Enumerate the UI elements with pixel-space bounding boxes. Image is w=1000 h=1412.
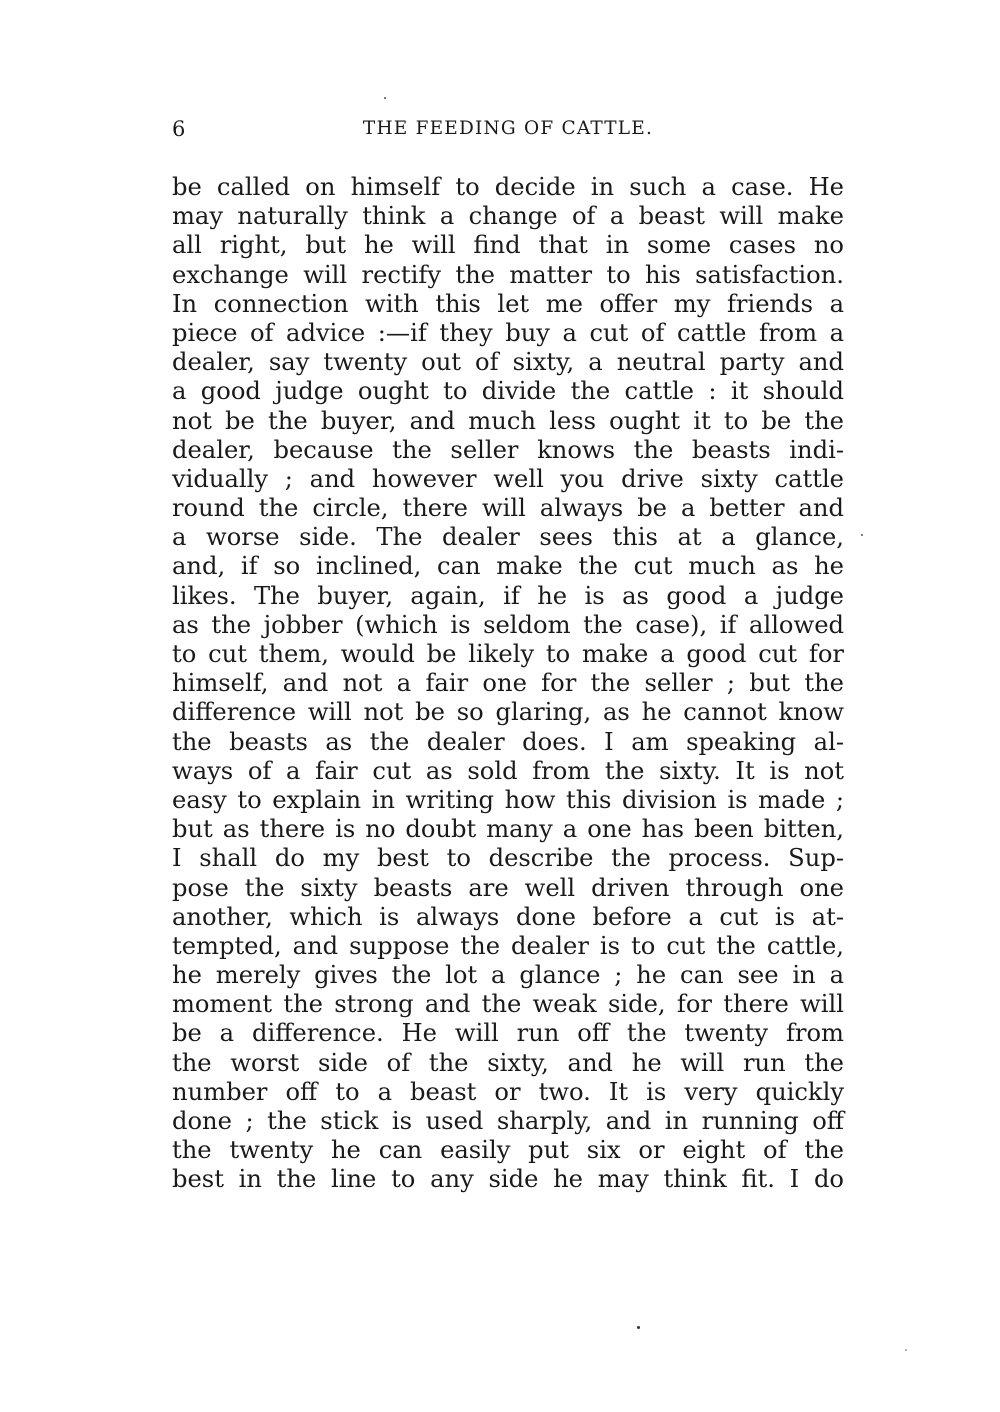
text-line: round the circle, there will always be a better and (172, 494, 844, 523)
scan-speck (905, 1349, 907, 1351)
text-line: be called on himself to decide in such a case. He (172, 173, 844, 201)
text-line: ways of a fair cut as sold from the sixty. It is not (172, 756, 844, 785)
text-line: difference will not be so glaring, as he cannot know (172, 698, 844, 727)
text-line: best in the line to any side he may think fit. I do (172, 1165, 844, 1194)
text-line: and, if so inclined, can make the cut much as he (172, 552, 844, 581)
text-line: to cut them, would be likely to make a good cut for (172, 640, 844, 668)
text-line: he merely gives the lot a glance ; he can see in a (172, 961, 844, 990)
text-line: but as there is no doubt many a one has been bitten, (172, 815, 844, 844)
text-line: moment the strong and the weak side, for there will (172, 990, 844, 1019)
text-line: pose the sixty beasts are well driven through one (172, 873, 844, 902)
text-line: another, which is always done before a cut is at- (172, 902, 844, 931)
text-line: vidually ; and however well you drive sixty cattle (172, 464, 844, 493)
text-line: dealer, because the seller knows the beasts indi- (172, 435, 844, 464)
page-number: 6 (172, 117, 186, 141)
text-line: all right, but he will find that in some cases no (172, 231, 844, 260)
scan-speck (861, 534, 863, 536)
text-line: dealer, say twenty out of sixty, a neutral party and (172, 348, 844, 377)
text-line: a good judge ought to divide the cattle : it should (172, 377, 844, 406)
text-line: the twenty he can easily put six or eight of the (172, 1136, 844, 1165)
text-line: easy to explain in writing how this division is made ; (172, 785, 844, 814)
text-line: not be the buyer, and much less ought it to be the (172, 406, 844, 435)
text-line: the worst side of the sixty, and he will run the (172, 1048, 844, 1077)
scan-speck (384, 97, 386, 99)
text-line: likes. The buyer, again, if he is as good a judge (172, 581, 844, 610)
text-line: as the jobber (which is seldom the case), if allowed (172, 610, 844, 639)
page-header (172, 116, 844, 142)
running-title: THE FEEDING OF CATTLE. (362, 118, 654, 139)
text-line: a worse side. The dealer sees this at a glance, (172, 523, 844, 552)
text-line: himself, and not a fair one for the seller ; but the (172, 669, 844, 698)
text-line: exchange will rectify the matter to his satisfaction. (172, 260, 844, 289)
text-line: be a difference. He will run off the twenty from (172, 1019, 844, 1048)
text-line: In connection with this let me offer my friends a (172, 289, 844, 318)
text-line: may naturally think a change of a beast will make (172, 202, 844, 231)
text-line: done ; the stick is used sharply, and in running off (172, 1107, 844, 1135)
text-line: tempted, and suppose the dealer is to cut the cattle, (172, 931, 844, 960)
body-text (172, 173, 844, 1195)
text-line: number off to a beast or two. It is very quickly (172, 1077, 844, 1106)
text-line: the beasts as the dealer does. I am speaking al- (172, 727, 844, 756)
text-line: I shall do my best to describe the process. Sup- (172, 844, 844, 873)
text-line: piece of advice :—if they buy a cut of cattle from a (172, 318, 844, 347)
scan-speck (637, 1326, 640, 1329)
